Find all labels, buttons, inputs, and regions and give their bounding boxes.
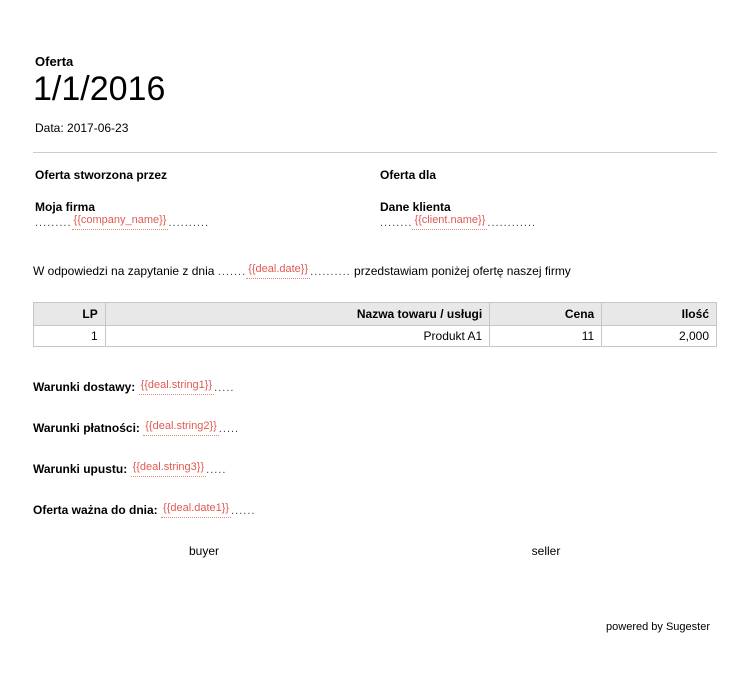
items-table (33, 302, 717, 347)
placeholder-deal-string2: {{deal.string2}} (145, 420, 217, 432)
term-label: Warunki płatności: (33, 421, 140, 435)
powered-by-footer: powered by Sugester (606, 621, 710, 633)
dot-leader: ...... (231, 505, 256, 517)
table-row (34, 326, 717, 347)
placeholder-deal-date: {{deal.date}} (248, 263, 309, 275)
placeholder-deal-date1: {{deal.date1}} (163, 502, 230, 514)
term-label: Warunki upustu: (33, 462, 128, 476)
client-section-header: Oferta dla (380, 168, 437, 182)
cell-lp: 1 (34, 326, 106, 347)
document-type-label: Oferta (35, 54, 74, 69)
term-label: Oferta ważna do dnia: (33, 503, 158, 517)
placeholder-underline (143, 421, 219, 436)
cell-price: 11 (490, 326, 602, 347)
placeholder-underline (412, 215, 487, 230)
client-party (375, 168, 717, 229)
seller-signature-label: seller (531, 544, 561, 558)
parties-section (33, 168, 717, 229)
dot-leader: ........ (380, 217, 413, 229)
placeholder-deal-string3: {{deal.string3}} (132, 461, 205, 473)
placeholder-underline (139, 380, 215, 395)
column-header-qty: Ilość (602, 303, 717, 326)
terms-section (33, 380, 717, 517)
dot-leader: ..... (218, 423, 240, 435)
column-header-name: Nazwa towaru / usługi (105, 303, 490, 326)
term-label: Warunki dostawy: (33, 380, 136, 394)
column-header-price: Cena (490, 303, 602, 326)
dot-leader: ......... (35, 217, 72, 229)
seller-section-header: Oferta stworzona przez (35, 168, 168, 182)
client-name-label: Dane klienta (380, 200, 451, 214)
term-valid-until (33, 503, 717, 517)
placeholder-token: {{company_name}} (73, 214, 167, 226)
dot-leader: ....... (217, 266, 247, 278)
term-delivery (33, 380, 717, 394)
intro-paragraph (33, 264, 717, 278)
items-header-row (34, 303, 717, 326)
placeholder-underline (72, 215, 169, 230)
cell-qty: 2,000 (602, 326, 717, 347)
dot-leader: ..... (214, 382, 235, 394)
placeholder-underline (246, 264, 310, 279)
divider (33, 152, 717, 153)
intro-text-before: W odpowiedzi na zapytanie z dnia (33, 264, 218, 278)
placeholder-deal-string1: {{deal.string1}} (140, 379, 213, 391)
buyer-signature-label: buyer (188, 544, 220, 558)
term-payment (33, 421, 717, 435)
dot-leader: .......... (310, 266, 351, 278)
seller-party (33, 168, 375, 229)
placeholder-token: {{client.name}} (414, 214, 486, 226)
term-discount (33, 462, 717, 476)
dot-leader: .......... (168, 217, 210, 229)
dot-leader: ..... (206, 464, 227, 476)
dot-leader: ............ (487, 217, 537, 229)
placeholder-company-name (35, 215, 375, 229)
seller-name: Moja firma (35, 200, 96, 214)
signatures-section (33, 544, 717, 558)
placeholder-client-name (380, 215, 717, 229)
placeholder-underline (131, 462, 207, 477)
cell-product-name: Produkt A1 (105, 326, 490, 347)
offer-date: Data: 2017-06-23 (35, 121, 129, 135)
intro-text-after: przedstawiam poniżej ofertę naszej firmy (350, 264, 571, 278)
offer-number: 1/1/2016 (33, 70, 166, 108)
column-header-lp: LP (34, 303, 106, 326)
placeholder-underline (161, 503, 231, 518)
